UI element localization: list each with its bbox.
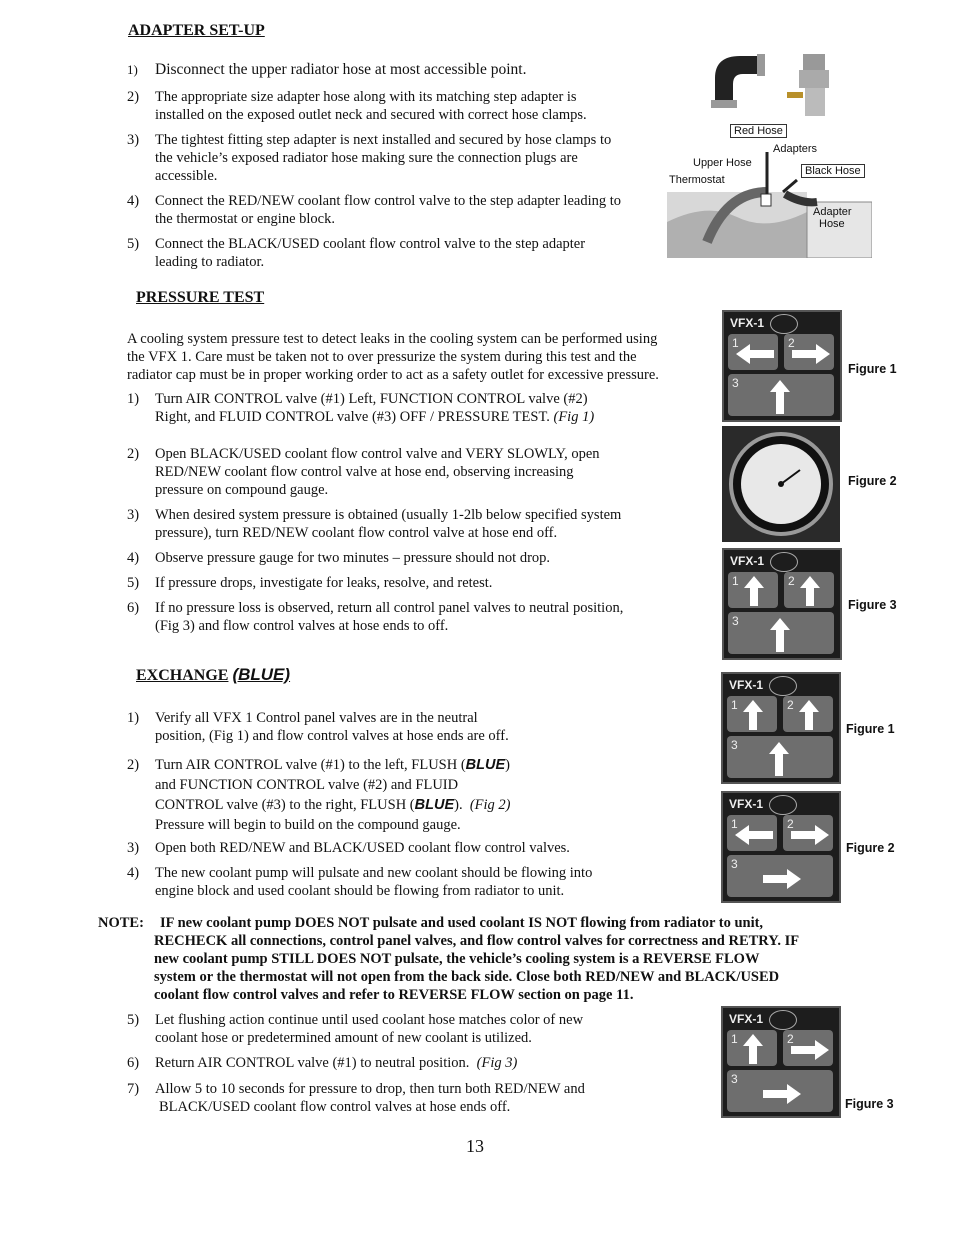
figure-label: Figure 3 (845, 1097, 894, 1111)
up-arrow-icon (743, 700, 763, 730)
page-number: 13 (466, 1136, 484, 1156)
up-arrow-icon (770, 618, 790, 652)
gauge-icon (722, 426, 840, 542)
logo-icon (770, 314, 798, 334)
figure-label: Figure 2 (846, 841, 895, 855)
up-arrow-icon (770, 380, 790, 414)
left-arrow-icon (735, 825, 775, 845)
logo-icon (769, 676, 797, 696)
red-hose-label: Red Hose (730, 124, 787, 138)
step-adapter-image (785, 52, 843, 122)
figure-label: Figure 3 (848, 598, 897, 612)
note-text: IF new coolant pump DOES NOT pulsate and used coolant IS NOT flowing from radiator to unit, RECHECK all connections, control panel valves, and flow control valves for correctness and RETRY. IF new coolant pump STILL DOES NOT pulsate, the vehicle’s cooling system is a REVERSE FLOW system or the thermostat will not open from the back side. Close both RED/NEW and BLACK/USED coolant flow control valves and refer to REVERSE FLOW section on page 11. (154, 915, 800, 1003)
figure-label: Figure 1 (846, 722, 895, 736)
control-panel-figure: VFX-1 1 2 3 (722, 548, 842, 660)
control-panel-figure: VFX-1 1 2 3 (721, 672, 841, 784)
elbow-adapter-image (705, 48, 775, 116)
pressure-test-intro: A cooling system pressure test to detect leaks in the cooling system can be performed using the VFX 1. Care must be taken not to over pressurize the system during this test and the radiator cap must be in proper working order to act as a safety outlet for excessive pressure. (127, 331, 659, 383)
adapter-hose-label-2: Hose (819, 218, 845, 230)
logo-icon (769, 1010, 797, 1030)
black-hose-label: Black Hose (801, 164, 865, 178)
logo-icon (769, 795, 797, 815)
up-arrow-icon (799, 700, 819, 730)
right-arrow-icon (791, 825, 831, 845)
adapters-label: Adapters (773, 143, 818, 155)
pressure-test-heading: PRESSURE TEST (136, 289, 265, 306)
exchange-heading: EXCHANGE (BLUE) (136, 665, 291, 684)
logo-icon (770, 552, 798, 572)
right-arrow-icon (763, 869, 803, 889)
right-arrow-icon (763, 1084, 803, 1104)
up-arrow-icon (744, 576, 764, 606)
right-arrow-icon (792, 344, 832, 364)
right-arrow-icon (791, 1040, 831, 1060)
control-panel-figure: VFX-1 1 2 3 (721, 791, 841, 903)
control-panel-figure: VFX-1 1 2 3 (722, 310, 842, 422)
pressure-gauge-figure (722, 426, 840, 542)
figure-label: Figure 2 (848, 474, 897, 488)
adapter-setup-heading: ADAPTER SET-UP (128, 22, 265, 39)
upper-hose-label: Upper Hose (693, 157, 752, 169)
control-panel-figure: VFX-1 1 2 3 (721, 1006, 841, 1118)
left-arrow-icon (736, 344, 776, 364)
up-arrow-icon (769, 742, 789, 776)
note-label: NOTE: (98, 915, 144, 931)
adapter-setup-diagram (667, 122, 872, 258)
adapter-hose-label-1: Adapter (813, 206, 852, 218)
up-arrow-icon (800, 576, 820, 606)
thermostat-label: Thermostat (669, 174, 725, 186)
figure-label: Figure 1 (848, 362, 897, 376)
up-arrow-icon (743, 1034, 763, 1064)
